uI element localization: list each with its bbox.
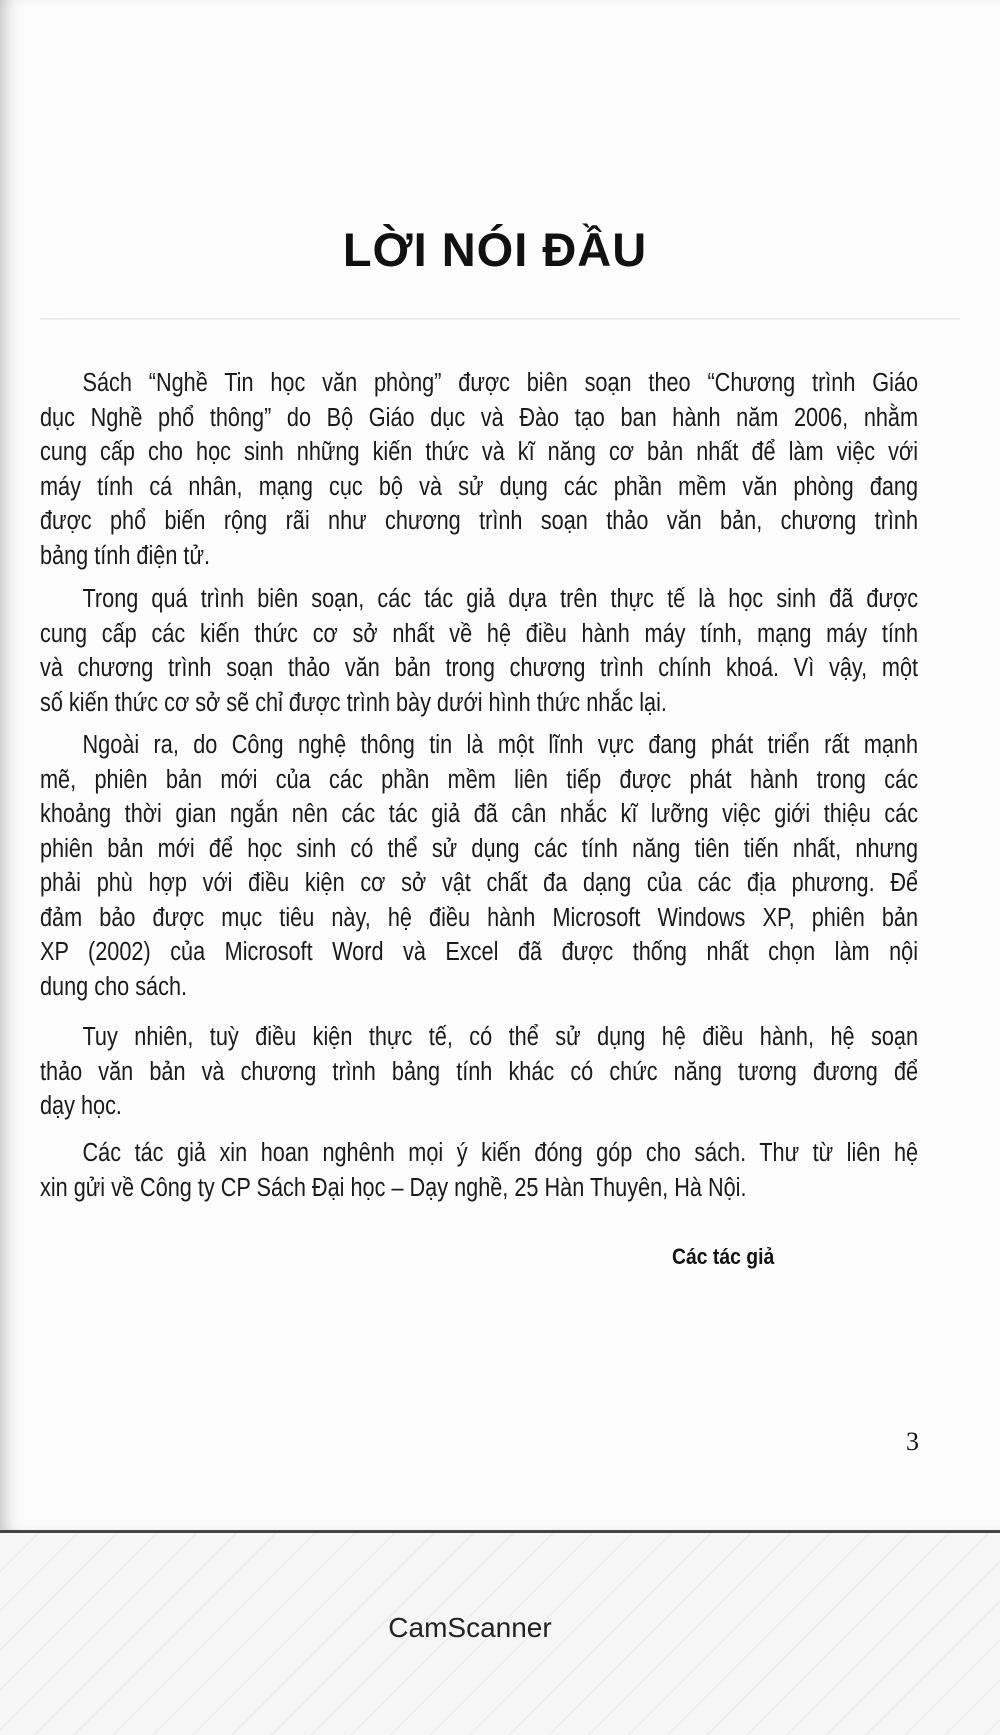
text-line: mẽ, phiên bản mới của các phần mềm liên tiếp được phát hành trong các: [40, 765, 919, 794]
paragraph: [40, 728, 918, 1004]
faint-divider: [40, 318, 960, 320]
text-line: đảm bảo được mục tiêu này, hệ điều hành Microsoft Windows XP, phiên bản: [40, 903, 919, 932]
text-line: bảng tính điện tử.: [40, 541, 210, 570]
text-line: số kiến thức cơ sở sẽ chỉ được trình bày dưới hình thức nhắc lại.: [40, 688, 667, 717]
text-line: Các tác giả xin hoan nghênh mọi ý kiến đóng góp cho sách. Thư từ liên hệ: [82, 1139, 919, 1167]
text-line: thảo văn bản và chương trình bảng tính khác có chức năng tương đương để: [40, 1057, 919, 1086]
signature: Các tác giả: [672, 1244, 775, 1269]
text-line: được phổ biến rộng rãi như chương trình soạn thảo văn bản, chương trình: [40, 507, 919, 535]
text-line: dạy học.: [40, 1092, 122, 1120]
text-line: khoảng thời gian ngắn nên các tác giả đã cân nhắc kĩ lưỡng việc giới thiệu các: [40, 800, 919, 828]
text-line: Trong quá trình biên soạn, các tác giả dựa trên thực tế là học sinh đã được: [82, 585, 919, 613]
page-number: 3: [906, 1427, 919, 1456]
paragraph: [40, 1136, 918, 1205]
text-line: máy tính cá nhân, mạng cục bộ và sử dụng các phần mềm văn phòng đang: [40, 472, 919, 501]
text-line: dục Nghề phổ thông” do Bộ Giáo dục và Đào tạo ban hành năm 2006, nhằm: [40, 403, 919, 432]
text-line: cung cấp các kiến thức cơ sở nhất về hệ điều hành máy tính, mạng máy tính: [40, 619, 919, 648]
text-line: XP (2002) của Microsoft Word và Excel đã được thống nhất chọn làm nội: [40, 938, 919, 966]
camscanner-watermark: CamScanner: [388, 1612, 552, 1643]
paragraph: [40, 366, 918, 573]
text-line: dung cho sách.: [40, 972, 188, 1001]
page-title-text: LỜI NÓI ĐẦU: [342, 223, 648, 276]
text-line: Tuy nhiên, tuỳ điều kiện thực tế, có thể sử dụng hệ điều hành, hệ soạn: [82, 1023, 919, 1051]
text-line: cung cấp cho học sinh những kiến thức và kĩ năng cơ bản nhất để làm việc với: [40, 438, 919, 466]
text-line: xin gửi về Công ty CP Sách Đại học – Dạy nghề, 25 Hàn Thuyên, Hà Nội.: [40, 1173, 747, 1202]
text-line: phiên bản mới để học sinh có thể sử dụng các tính năng tiên tiến nhất, nhưng: [40, 834, 919, 863]
text-line: Ngoài ra, do Công nghệ thông tin là một lĩnh vực đang phát triển rất mạnh: [82, 731, 919, 759]
paragraph: [40, 582, 918, 720]
text-line: Sách “Nghề Tin học văn phòng” được biên soạn theo “Chương trình Giáo: [82, 369, 919, 397]
page-title: [0, 222, 1000, 277]
text-line: và chương trình soạn thảo văn bản trong chương trình chính khoá. Vì vậy, một: [40, 654, 919, 682]
text-line: phải phù hợp với điều kiện cơ sở vật chất đa dạng của các địa phương. Để: [40, 869, 919, 897]
paragraph: [40, 1020, 918, 1124]
